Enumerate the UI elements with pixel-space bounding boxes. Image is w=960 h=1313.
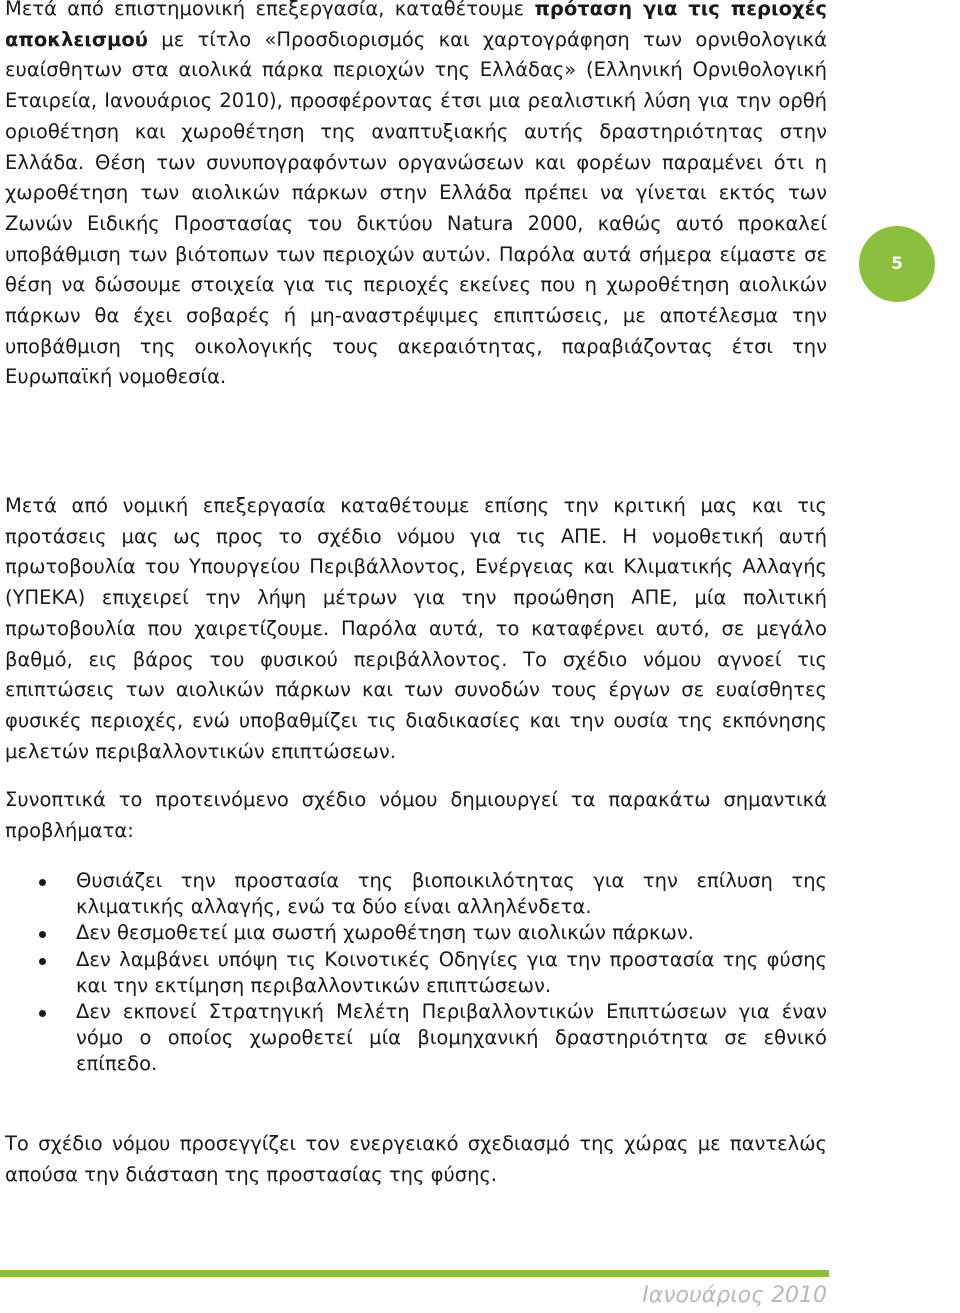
list-item bbox=[5, 947, 827, 999]
problems-list bbox=[5, 868, 827, 1078]
footer-divider bbox=[0, 1270, 829, 1277]
paragraph-lead: Μετά από επιστημονική επεξεργασία, καταθέτουμε bbox=[5, 0, 535, 20]
bullet-icon bbox=[39, 958, 46, 965]
list-item bbox=[5, 868, 827, 920]
list-item-text: Δεν λαμβάνει υπόψη τις Κοινοτικές Οδηγίες για την προστασία της φύσης και την εκτίμηση περιβαλλοντικών επιπτώσεων. bbox=[76, 947, 827, 997]
paragraph-exclusion-zones bbox=[5, 0, 827, 393]
paragraph-summary-intro: Συνοπτικά το προτεινόμενο σχέδιο νόμου δημιουργεί τα παρακάτω σημαντικά προβλήματα: bbox=[5, 788, 827, 842]
page-number-badge bbox=[859, 226, 935, 302]
bullet-icon bbox=[39, 879, 46, 886]
list-item-text: Θυσιάζει την προστασία της βιοποικιλότητας για την επίλυση της κλιματικής αλλαγής, ενώ τα δύο είναι αλληλένδετα. bbox=[76, 869, 827, 919]
paragraph-legal-review: Μετά από νομική επεξεργασία καταθέτουμε επίσης την κριτική μας και τις προτάσεις μας ως προς το σχέδιο νόμου για τις ΑΠΕ. Η νομοθετική αυτή πρωτοβουλία του Υπουργείου Περιβάλλοντος, Ενέργειας και Κλιματικής Αλλαγής (ΥΠΕΚΑ) επιχειρεί την λήψη μέτρων για την προώθηση ΑΠΕ, μία πολιτική πρωτοβουλία που χαιρετίζουμε. Παρόλα αυτά, το καταφέρνει αυτό, σε μεγάλο βαθμό, εις βάρος του φυσικού περιβάλλοντος. Το σχέδιο νόμου αγνοεί τις επιπτώσεις των αιολικών πάρκων και των συνοδών τους έργων σε ευαίσθητες φυσικές περιοχές, ενώ υποβαθμίζει τις διαδικασίες και την ουσία της εκπόνησης μελετών περιβαλλοντικών επιπτώσεων. bbox=[5, 494, 827, 763]
bullet-icon bbox=[39, 931, 46, 938]
paragraph-rest: με τίτλο «Προσδιορισμός και χαρτογράφηση των ορνιθολογικά ευαίσθητων στα αιολικά πάρκα περιοχών της Ελλάδας» (Ελληνική Ορνιθολογική Εταιρεία, Ιανουάριος 2010), προσφέροντας έτσι μια ρεαλιστική λύση για την ορθή οριοθέτηση και χωροθέτηση της αναπτυξιακής αυτής δραστηριότητας στην Ελλάδα. Θέση των συνυπογραφόντων οργανώσεων και φορέων παραμένει ότι η χωροθέτηση των αιολικών πάρκων στην Ελλάδα πρέπει να γίνεται εκτός των Ζωνών Ειδικής Προστασίας του δικτύου Natura 2000, καθώς αυτό προκαλεί υποβάθμιση των βιότοπων των περιοχών αυτών. Παρόλα αυτά σήμερα είμαστε σε θέση να δώσουμε στοιχεία για τις περιοχές εκείνες που η χωροθέτηση αιολικών πάρκων θα έχει σοβαρές ή μη-αναστρέψιμες επιπτώσεις, με αποτέλεσμα την υποβάθμιση της οικολογικής τους ακεραιότητας, παραβιάζοντας έτσι την Ευρωπαϊκή νομοθεσία. bbox=[5, 27, 827, 389]
list-item bbox=[5, 920, 827, 946]
list-item-text: Δεν εκπονεί Στρατηγική Μελέτη Περιβαλλοντικών Επιπτώσεων για έναν νόμο ο οποίος χωροθετεί μία βιομηχανική δραστηριότητα σε εθνικό επίπεδο. bbox=[76, 1000, 827, 1076]
footer-date: Ιανουάριος 2010 bbox=[642, 1283, 827, 1308]
page-number: 5 bbox=[891, 254, 903, 274]
paragraph-conclusion: Το σχέδιο νόμου προσεγγίζει τον ενεργειακό σχεδιασμό της χώρας με παντελώς απούσα την διάσταση της προστασίας της φύσης. bbox=[5, 1132, 827, 1186]
bullet-icon bbox=[39, 1010, 46, 1017]
paragraph-bold-phrase: πρόταση για τις περιοχές αποκλεισμού bbox=[5, 0, 827, 51]
list-item-text: Δεν θεσμοθετεί μια σωστή χωροθέτηση των αιολικών πάρκων. bbox=[76, 921, 694, 945]
list-item bbox=[5, 999, 827, 1078]
